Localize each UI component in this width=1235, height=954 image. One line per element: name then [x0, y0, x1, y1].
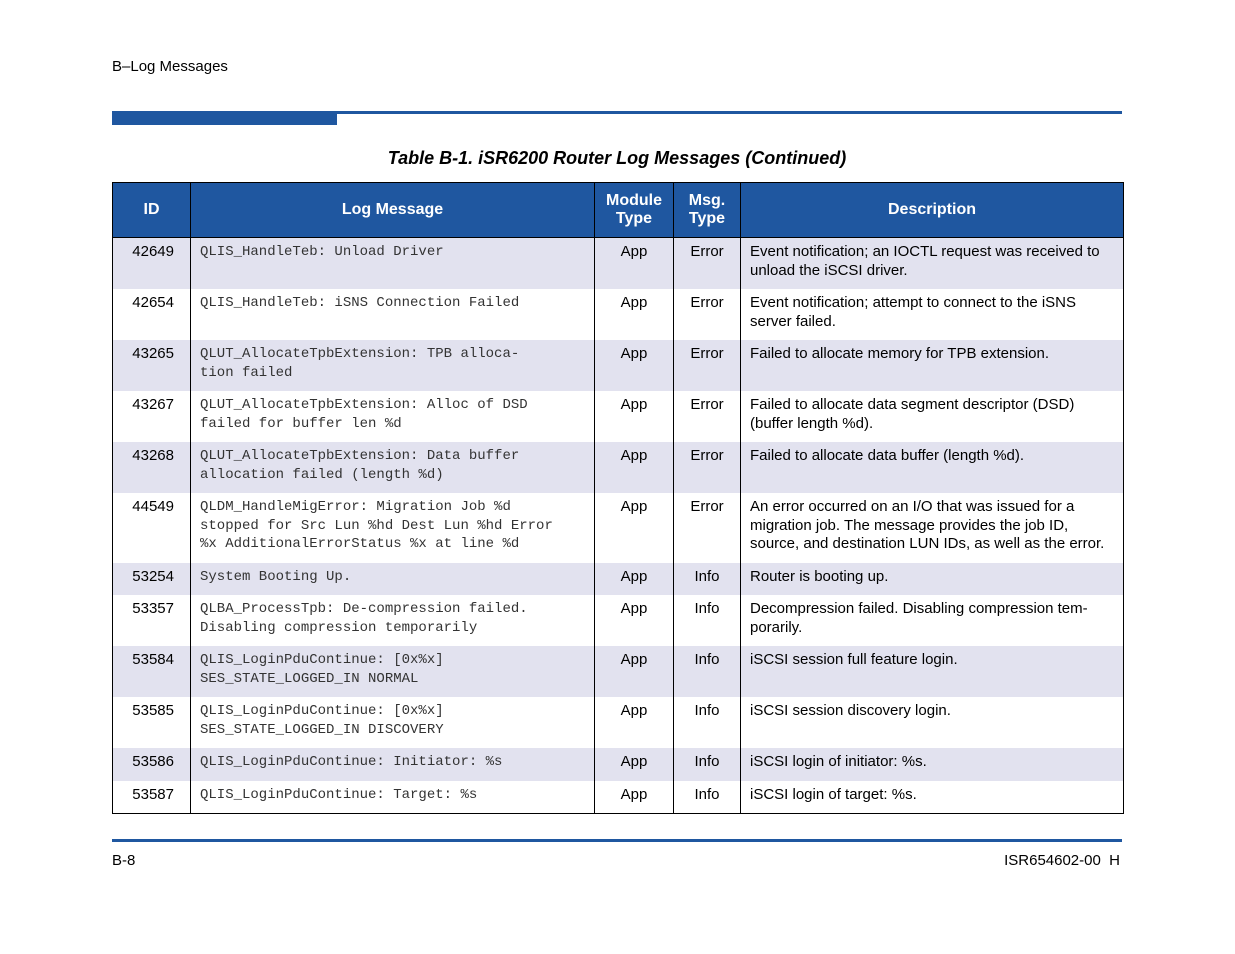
cell-module-type: App — [595, 748, 674, 781]
cell-description: Router is booting up. — [741, 563, 1124, 596]
column-header-module-type: Module Type — [595, 183, 674, 238]
header-rule-block — [112, 111, 337, 125]
cell-msg-type: Error — [674, 238, 741, 290]
cell-id: 42649 — [113, 238, 191, 290]
table-row — [113, 442, 1124, 493]
cell-msg-type: Info — [674, 748, 741, 781]
column-header-log-message: Log Message — [191, 183, 595, 238]
cell-log-message: QLUT_AllocateTpbExtension: Alloc of DSD failed for buffer len %d — [191, 391, 595, 442]
table-row — [113, 748, 1124, 781]
footer-rule — [112, 839, 1122, 842]
cell-msg-type: Info — [674, 781, 741, 814]
cell-description: Decompression failed. Disabling compression tem-porarily. — [741, 595, 1124, 646]
cell-log-message: QLIS_LoginPduContinue: Target: %s — [191, 781, 595, 814]
cell-module-type: App — [595, 781, 674, 814]
cell-description: Event notification; attempt to connect to the iSNS server failed. — [741, 289, 1124, 340]
column-header-description: Description — [741, 183, 1124, 238]
page-number: B-8 — [112, 852, 136, 869]
cell-msg-type: Info — [674, 595, 741, 646]
cell-module-type: App — [595, 646, 674, 697]
document-id: ISR654602-00 H — [1004, 852, 1120, 869]
cell-module-type: App — [595, 697, 674, 748]
cell-id: 42654 — [113, 289, 191, 340]
table-row — [113, 238, 1124, 290]
table-row — [113, 563, 1124, 596]
cell-msg-type: Error — [674, 442, 741, 493]
cell-id: 53587 — [113, 781, 191, 814]
log-messages-table — [112, 182, 1124, 814]
cell-id: 44549 — [113, 493, 191, 563]
cell-description: iSCSI session full feature login. — [741, 646, 1124, 697]
cell-module-type: App — [595, 442, 674, 493]
table-header-row — [113, 183, 1124, 238]
cell-module-type: App — [595, 289, 674, 340]
cell-module-type: App — [595, 563, 674, 596]
cell-id: 53357 — [113, 595, 191, 646]
cell-module-type: App — [595, 238, 674, 290]
cell-log-message: QLIS_LoginPduContinue: Initiator: %s — [191, 748, 595, 781]
cell-log-message: QLDM_HandleMigError: Migration Job %d stopped for Src Lun %hd Dest Lun %hd Error %x AdditionalErrorStatus %x at line %d — [191, 493, 595, 563]
table-row — [113, 493, 1124, 563]
cell-log-message: System Booting Up. — [191, 563, 595, 596]
cell-description: Failed to allocate memory for TPB extension. — [741, 340, 1124, 391]
cell-description: Failed to allocate data buffer (length %d). — [741, 442, 1124, 493]
cell-log-message: QLIS_LoginPduContinue: [0x%x] SES_STATE_LOGGED_IN DISCOVERY — [191, 697, 595, 748]
cell-id: 53584 — [113, 646, 191, 697]
column-header-id: ID — [113, 183, 191, 238]
cell-module-type: App — [595, 340, 674, 391]
cell-msg-type: Error — [674, 340, 741, 391]
cell-id: 43267 — [113, 391, 191, 442]
cell-log-message: QLUT_AllocateTpbExtension: Data buffer allocation failed (length %d) — [191, 442, 595, 493]
cell-id: 43268 — [113, 442, 191, 493]
cell-log-message: QLBA_ProcessTpb: De-compression failed. Disabling compression temporarily — [191, 595, 595, 646]
cell-msg-type: Info — [674, 697, 741, 748]
cell-module-type: App — [595, 595, 674, 646]
running-head: B–Log Messages — [112, 58, 228, 75]
cell-description: iSCSI session discovery login. — [741, 697, 1124, 748]
table-row — [113, 697, 1124, 748]
cell-description: An error occurred on an I/O that was issued for a migration job. The message provides the job ID, source, and destination LUN IDs, as well as the error. — [741, 493, 1124, 563]
table-body — [113, 238, 1124, 814]
cell-description: Failed to allocate data segment descriptor (DSD) (buffer length %d). — [741, 391, 1124, 442]
cell-msg-type: Error — [674, 289, 741, 340]
cell-msg-type: Info — [674, 646, 741, 697]
table-row — [113, 781, 1124, 814]
cell-log-message: QLIS_LoginPduContinue: [0x%x] SES_STATE_LOGGED_IN NORMAL — [191, 646, 595, 697]
cell-id: 53586 — [113, 748, 191, 781]
table-caption: Table B-1. iSR6200 Router Log Messages (Continued) — [387, 148, 847, 168]
column-header-msg-type: Msg. Type — [674, 183, 741, 238]
cell-msg-type: Error — [674, 493, 741, 563]
cell-id: 43265 — [113, 340, 191, 391]
table-row — [113, 595, 1124, 646]
table-row — [113, 289, 1124, 340]
cell-log-message: QLIS_HandleTeb: Unload Driver — [191, 238, 595, 290]
table-row — [113, 646, 1124, 697]
cell-msg-type: Error — [674, 391, 741, 442]
cell-module-type: App — [595, 493, 674, 563]
table-row — [113, 391, 1124, 442]
cell-msg-type: Info — [674, 563, 741, 596]
cell-module-type: App — [595, 391, 674, 442]
cell-description: iSCSI login of initiator: %s. — [741, 748, 1124, 781]
cell-description: Event notification; an IOCTL request was received to unload the iSCSI driver. — [741, 238, 1124, 290]
cell-log-message: QLUT_AllocateTpbExtension: TPB alloca- tion failed — [191, 340, 595, 391]
cell-log-message: QLIS_HandleTeb: iSNS Connection Failed — [191, 289, 595, 340]
cell-id: 53585 — [113, 697, 191, 748]
table-row — [113, 340, 1124, 391]
cell-description: iSCSI login of target: %s. — [741, 781, 1124, 814]
cell-id: 53254 — [113, 563, 191, 596]
